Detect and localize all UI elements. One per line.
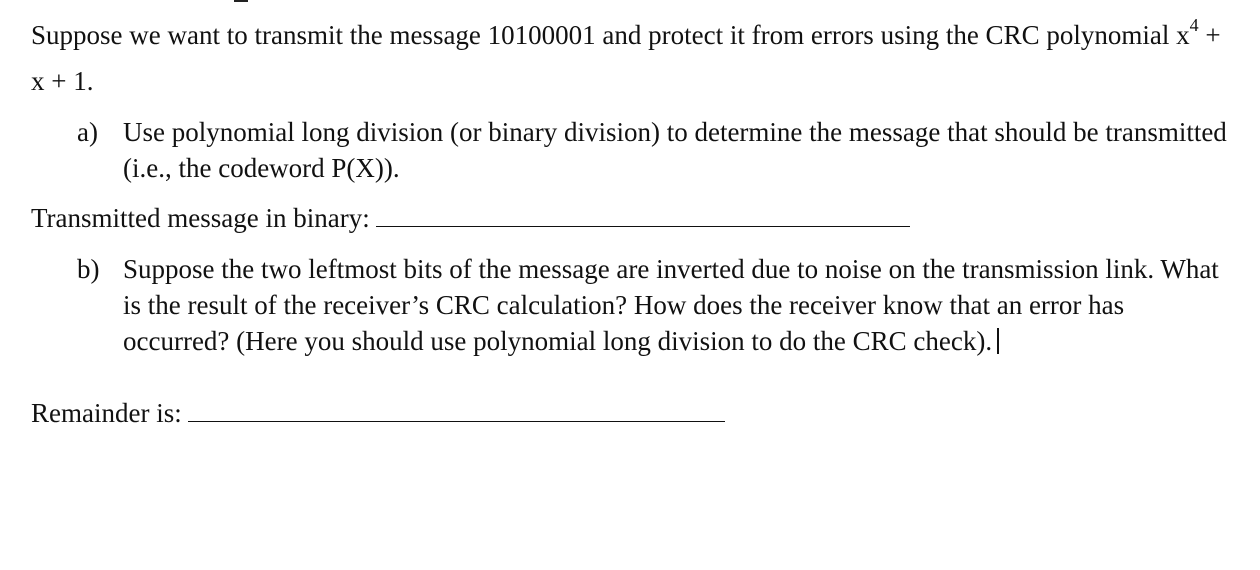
transmitted-answer-blank[interactable] [376, 206, 910, 227]
transmitted-answer-label: Transmitted message in binary: [31, 203, 370, 233]
part-a-text: Use polynomial long division (or binary division) to determine the message that should be transmitted (i.e., the codeword P(X)). [123, 117, 1227, 183]
part-b-text-container[interactable] [123, 251, 1237, 359]
part-b-marker: b) [77, 254, 100, 284]
remainder-answer-label: Remainder is: [31, 398, 182, 428]
transmitted-answer-row [31, 200, 910, 236]
remainder-answer-row [31, 395, 725, 431]
remainder-answer-blank[interactable] [188, 401, 725, 422]
intro-text: Suppose we want to transmit the message 10100001 and protect it from errors using the CRC polynomial x [31, 20, 1190, 50]
part-a-marker: a) [77, 117, 98, 147]
question-intro [31, 12, 1231, 104]
part-a [77, 114, 1237, 186]
text-cursor [997, 328, 999, 354]
part-b [77, 251, 1237, 359]
part-b-text: Suppose the two leftmost bits of the message are inverted due to noise on the transmission link. What is the result of the receiver’s CRC calculation? How does the receiver know that an error has occurred? (Here you should use polynomial long division to do the CRC check). [123, 254, 1219, 356]
polynomial-exponent: 4 [1189, 15, 1199, 35]
stray-mark [234, 0, 248, 2]
intro-text-end: + x + 1. [31, 20, 1221, 96]
